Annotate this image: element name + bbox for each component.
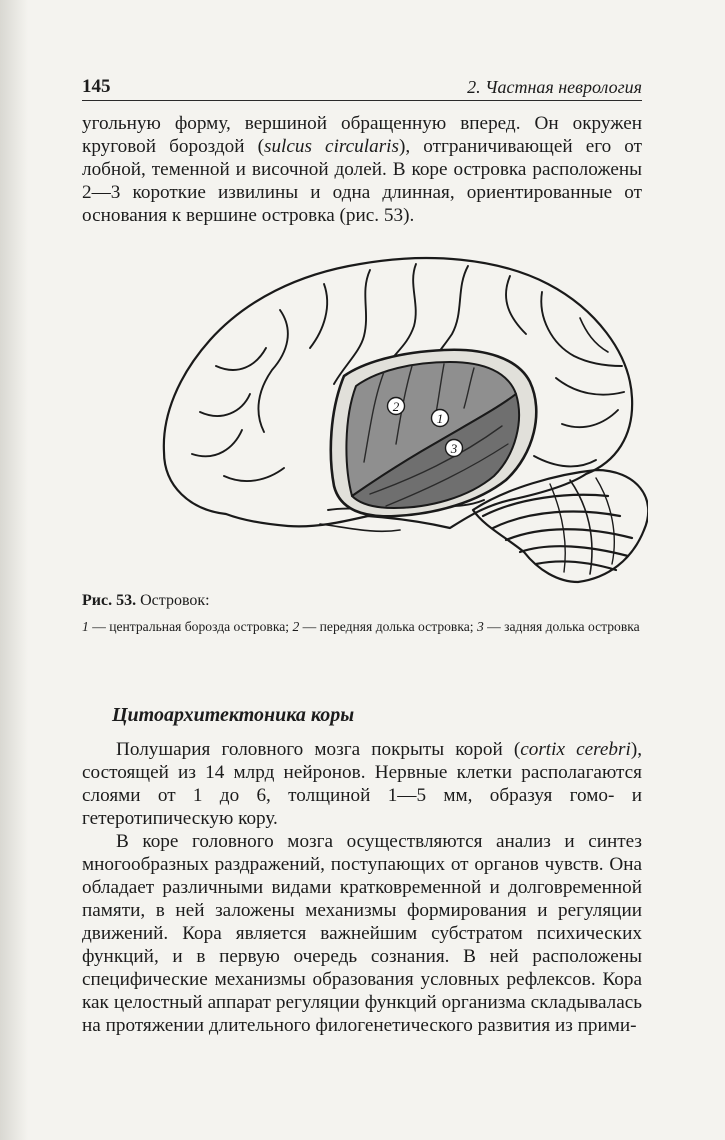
label-1-marker — [432, 410, 449, 427]
paragraph-cortex-functions: В коре головного мозга осуществляются анализ и синтез многообразных раздражений, поступающих от органов чувств. Она обладает различными видами кратковременной и долговременной памяти, в ней заложены механизмы формирования и регуляции движений. Кора является важнейшим субстратом психических функций, и в первую очередь сознания. В ней расположены специфические механизмы образования условных рефлексов. Кора как целостный аппарат регуляции функций организма складывалась на протяжении длительного филогенетического развития из прими- — [82, 831, 642, 1036]
insula-brain-figure — [138, 248, 648, 590]
latin-term: cortix cerebri — [520, 739, 631, 760]
label-3-marker — [446, 440, 463, 457]
figure-caption-legend: 1 — центральная борозда островка; 2 — передняя долька островка; 3 — задняя долька островка — [82, 619, 640, 634]
running-title: 2. Частная неврология — [467, 77, 642, 97]
svg-text:3: 3 — [450, 441, 458, 456]
intro-paragraph: угольную форму, вершиной обращенную вперед. Он окружен круговой бороздой (sulcus circularis), отграничивающей его от лобной, теменной и височной долей. В коре островка расположены 2—3 короткие извилины и одна длинная, ориентированные от основания к вершине островка (рис. 53). — [82, 113, 643, 226]
svg-text:1: 1 — [436, 411, 444, 426]
binding-shadow — [0, 0, 28, 1140]
paragraph-cortex-layers: Полушария головного мозга покрыты корой (cortix cerebri), состоящей из 14 млрд нейронов. Нервные клетки располагаются слоями от 1 до 6, толщиной 1—5 мм, образуя гомо- и гетеротипическую кору. — [82, 739, 642, 829]
page-number: 145 — [82, 76, 111, 97]
svg-text:2: 2 — [392, 399, 400, 414]
section-heading: Цитоархитектоника коры — [112, 704, 355, 726]
page-header — [82, 76, 642, 101]
latin-term: sulcus circularis — [264, 136, 399, 157]
figure-caption-title: Рис. 53. Островок: — [82, 592, 210, 609]
label-2-marker — [388, 398, 405, 415]
